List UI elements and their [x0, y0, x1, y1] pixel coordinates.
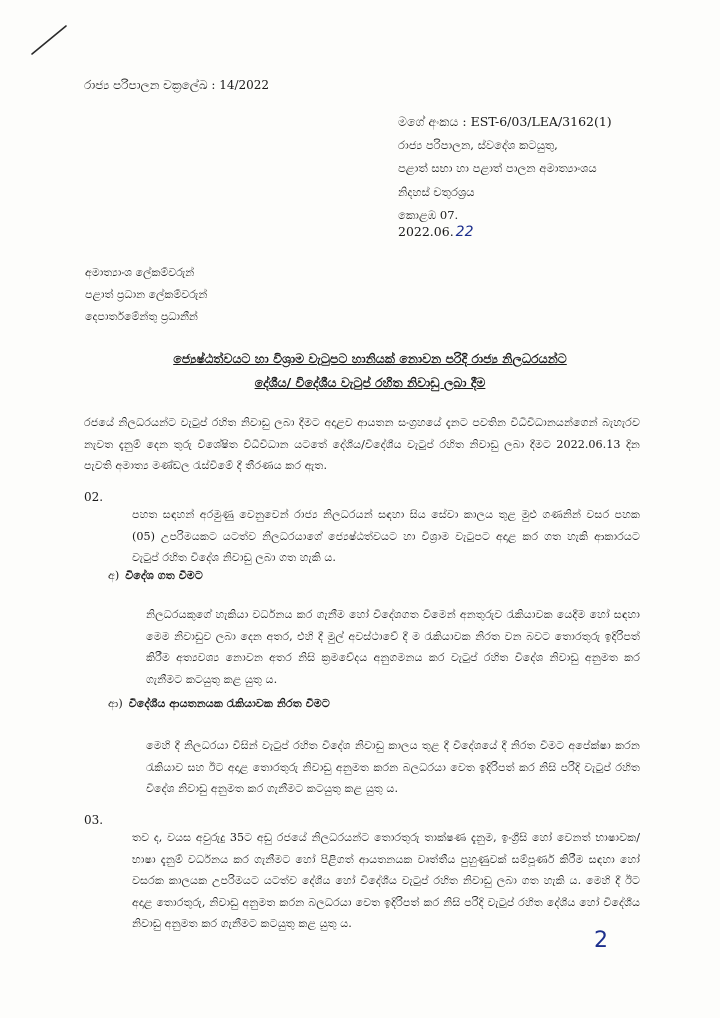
subsection-b-heading: [108, 696, 330, 711]
reference-block: [398, 110, 612, 228]
date-printed: 2022.06.: [398, 224, 454, 239]
pen-stroke-mark: [28, 22, 72, 58]
subsection-mark: අ): [108, 569, 120, 582]
circular-number: රාජ්‍ය පරිපාලන චක්‍රලේඛ : 14/2022: [84, 78, 270, 92]
paragraph-number: 02.: [84, 490, 104, 504]
paragraph-02: [84, 490, 640, 564]
recipients-block: [85, 262, 207, 328]
paragraph-number: 03.: [84, 813, 104, 827]
subject-title-line-2: දේශීය/ විදේශීය වැටුප් රහිත නිවාඩු ලබා දීම: [254, 375, 486, 390]
reference-number: මගේ අංකය : EST-6/03/LEA/3162(1): [398, 114, 612, 129]
intro-paragraph: රජයේ නිලධරයන්ට වැටුප් රහිත නිවාඩු ලබා දීමට අදාළව ආයතන සංග්‍රහයේ දැනට පවතින විධිවිධානයන්ගෙන් බැහැරව නැවත දැනුම් දෙන තුරු විශේෂිත විධිවිධාන යටතේ දේශීය/විදේශීය වැටුප් රහිත නිවාඩු ලබා දීමට 2022.06.13 දින පැවති අමාත්‍ය මණ්ඩල රැස්වීමේ දී තීරණය කර ඇත.: [84, 416, 640, 472]
subsection-mark: ආ): [108, 697, 123, 710]
subject-title-line-1: ජ්‍යෙෂ්ඨත්වයට හා විශ්‍රාම වැටුපට හානියක් නොවන පරිදි රාජ්‍ය නිලධරයන්ට: [173, 351, 567, 366]
paragraph-text: තව ද, වයස අවුරුදු 35ට අඩු රජයේ නිලධරයන්ට තොරතුරු තාක්ෂණ දැනුම, ඉංග්‍රීසි හෝ වෙනත් භාෂාවක/භාෂා දැනුම් වර්ධනය කර ගැනීමට හෝ පිළිගත් ආයතනයක වෘත්තීය පුහුණුවක් සම්පූර්ණ කිරීම සඳහා හෝ වසරක කාලයක උපරිමයට යටත්ව දේශීය හෝ විදේශීය වැටුප් රහිත නිවාඩු ලබා ගත හැකි ය. මෙහි දී ඊට අදාළ තොරතුරු, නිවාඩු අනුමත කරන බලධරයා වෙත ඉදිරිපත් කර නිසි පරිදි වැටුප් රහිත දේශීය හෝ විදේශීය නිවාඩු අනුමත කර ගැනීමට කටයුතු කළ යුතු ය.: [132, 831, 640, 930]
letter-date: [398, 224, 474, 240]
recipient-line: පළාත් ප්‍රධාන ලේකම්වරුන්: [85, 288, 208, 301]
paragraph-03: [84, 813, 640, 930]
subsection-a-text: නිලධරයකුගේ හැකියා වර්ධනය කර ගැනීම හෝ විදේශගත වීමෙන් අනතුරුව රැකියාවක යෙදීම හෝ සඳහා මෙම නිවාඩුව ලබා දෙන අතර, එහි දී මුල් අවස්ථාවේ දී ම රැකියාවක නිරත වන බවට තොරතුරු ඉදිරිපත් කිරීම අත්‍යවශ්‍ය නොවන අතර නිසි ක්‍රමවේදය අනුගමනය කර වැටුප් රහිත විදේශ නිවාඩු අනුමත කර ගැනීමට කටයුතු කළ යුතු ය.: [146, 608, 640, 686]
ministry-line: රාජ්‍ය පරිපාලන, ස්වදේශ කටයුතු,: [398, 137, 558, 152]
handwritten-page-number: 2: [594, 928, 608, 953]
subsection-b-text: මෙහි දී නිලධරයා විසින් වැටුප් රහිත විදේශ නිවාඩු කාලය තුළ දී විදේශයේ දී නිරත වීමට අපේක්ෂා කරන රැකියාව සහ ඊට අදාළ තොරතුරු නිවාඩු අනුමත කරන බලධරයා වෙත ඉදිරිපත් කර නිසි පරිදි වැටුප් රහිත විදේශ නිවාඩු අනුමත කර ගැනීමට කටයුතු කළ යුතු ය.: [146, 739, 640, 795]
subsection-title: විදේශ ගත වීමට: [125, 568, 203, 582]
subsection-a-heading: [108, 568, 203, 583]
ministry-line: කොළඹ 07.: [398, 208, 459, 222]
subsection-title: විදේශීය ආයතනයක රැකියාවක නිරත වීමට: [128, 696, 330, 710]
recipient-line: අමාත්‍යාංශ ලේකම්වරුන්: [85, 266, 195, 279]
date-handwritten: 22: [455, 224, 474, 240]
ministry-line: නිදහස් චතුරශ්‍රය: [398, 184, 475, 199]
ministry-line: පළාත් සභා හා පළාත් පාලන අමාත්‍යාංශය: [398, 161, 597, 175]
paragraph-text: පහත සඳහන් අරමුණු වෙනුවෙන් රාජ්‍ය නිලධරයන් සඳහා සිය සේවා කාලය තුළ මුළු ගණනින් වසර පහක (05) උපරිමයකට යටත්ව නිලධරයාගේ ජ්‍යෙෂ්ඨත්වයට හා විශ්‍රාම වැටුපට අදාළ කර ගත හැකි ආකාරයට වැටුප් රහිත විදේශ නිවාඩු ලබා ගත හැකි ය.: [132, 508, 640, 564]
recipient-line: දෙපාර්තමේන්තු ප්‍රධානීන්: [85, 310, 198, 323]
